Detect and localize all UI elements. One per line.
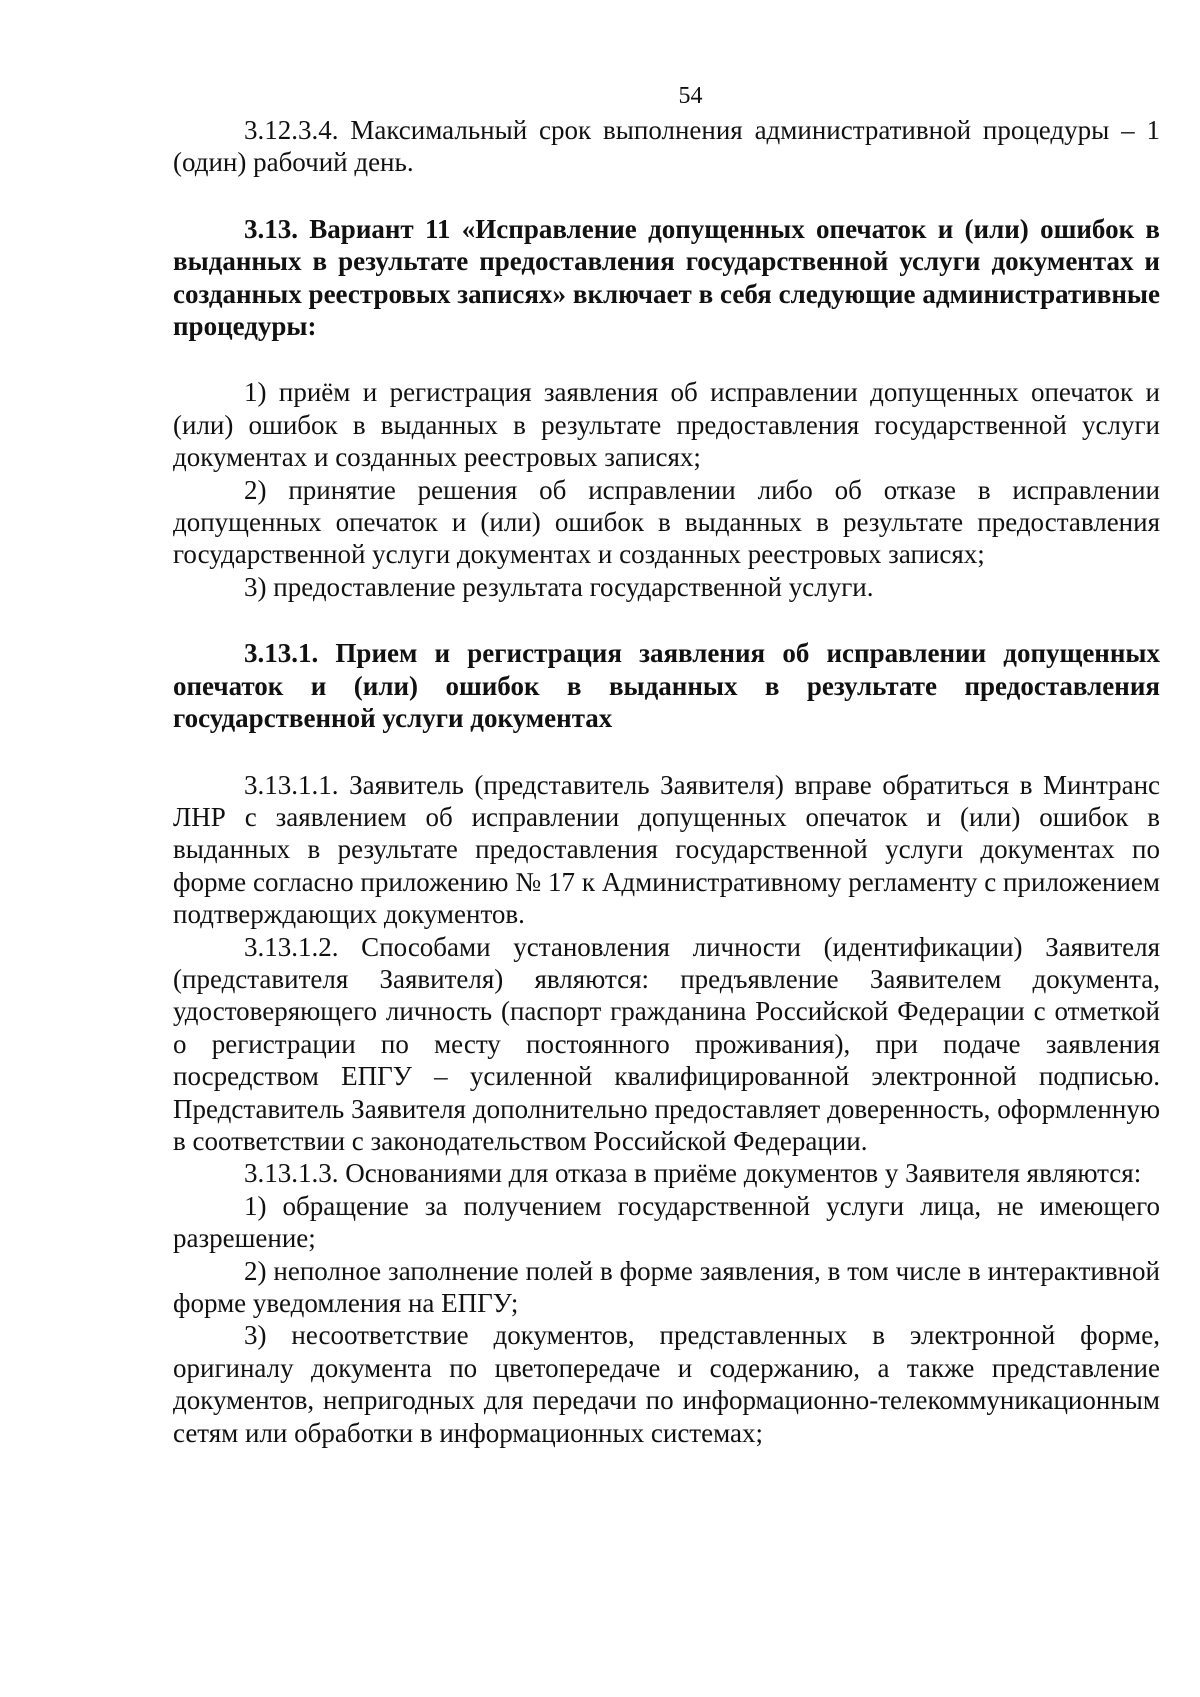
spacer: [173, 603, 1160, 637]
spacer: [173, 179, 1160, 213]
paragraph-3-13-1-2: 3.13.1.2. Способами установления личности (идентификации) Заявителя (представителя Заявителя) являются: предъявление Заявителем документа, удостоверяющего личность (паспорт гражданина Российской Федерации с отметкой о регистрации по месту постоянного проживания), при подаче заявления посредством ЕПГУ – усиленной квалифицированной электронной подписью. Представитель Заявителя дополнительно предоставляет доверенность, оформленную в соответствии с законодательством Российской Федерации.: [173, 931, 1160, 1156]
spacer: [173, 735, 1160, 769]
paragraph-3-13-1-3: 3.13.1.3. Основаниями для отказа в приёме документов у Заявителя являются:: [244, 1158, 1142, 1189]
refusal-reason-2: 2) неполное заполнение полей в форме заявления, в том числе в интерактивной форме уведомления на ЕПГУ;: [173, 1255, 1160, 1318]
paragraph-3-12-3-4: 3.12.3.4. Максимальный срок выполнения административной процедуры – 1 (один) рабочий день.: [173, 115, 1160, 178]
paragraph-3-13-1-1: 3.13.1.1. Заявитель (представитель Заявителя) вправе обратиться в Минтранс ЛНР с заявлением об исправлении допущенных опечаток и (или) ошибок в выданных в результате предоставления государственной услуги документах по форме согласно приложению № 17 к Административному регламенту с приложением подтверждающих документов.: [173, 769, 1160, 930]
refusal-reason-1: 1) обращение за получением государственной услуги лица, не имеющего разрешение;: [173, 1190, 1160, 1254]
heading-3-13-1: 3.13.1. Прием и регистрация заявления об исправлении допущенных опечаток и (или) ошибок в выданных в результате предоставления государственной услуги документах: [173, 638, 1160, 734]
refusal-reason-3: 3) несоответствие документов, представленных в электронной форме, оригиналу документа по цветопередаче и содержанию, а также представление документов, непригодных для передачи по информационно-телекоммуникационным сетям или обработки в информационных системах;: [173, 1320, 1160, 1448]
heading-3-13: 3.13. Вариант 11 «Исправление допущенных опечаток и (или) ошибок в выданных в результате предоставления государственной услуги документах и созданных реестровых записях» включает в себя следующие административные процедуры:: [173, 213, 1160, 342]
list-item-2: 2) принятие решения об исправлении либо об отказе в исправлении допущенных опечаток и (или) ошибок в выданных в результате предоставления государственной услуги документах и созданных реестровых записях;: [173, 474, 1160, 570]
document-page: [173, 82, 1160, 1449]
list-item-3: 3) предоставление результата государственной услуги.: [244, 571, 874, 602]
spacer: [173, 342, 1160, 376]
list-item-1: 1) приём и регистрация заявления об исправлении допущенных опечаток и (или) ошибок в выданных в результате предоставления государственной услуги документах и созданных реестровых записях;: [173, 377, 1160, 473]
page-number: 54: [678, 83, 703, 109]
